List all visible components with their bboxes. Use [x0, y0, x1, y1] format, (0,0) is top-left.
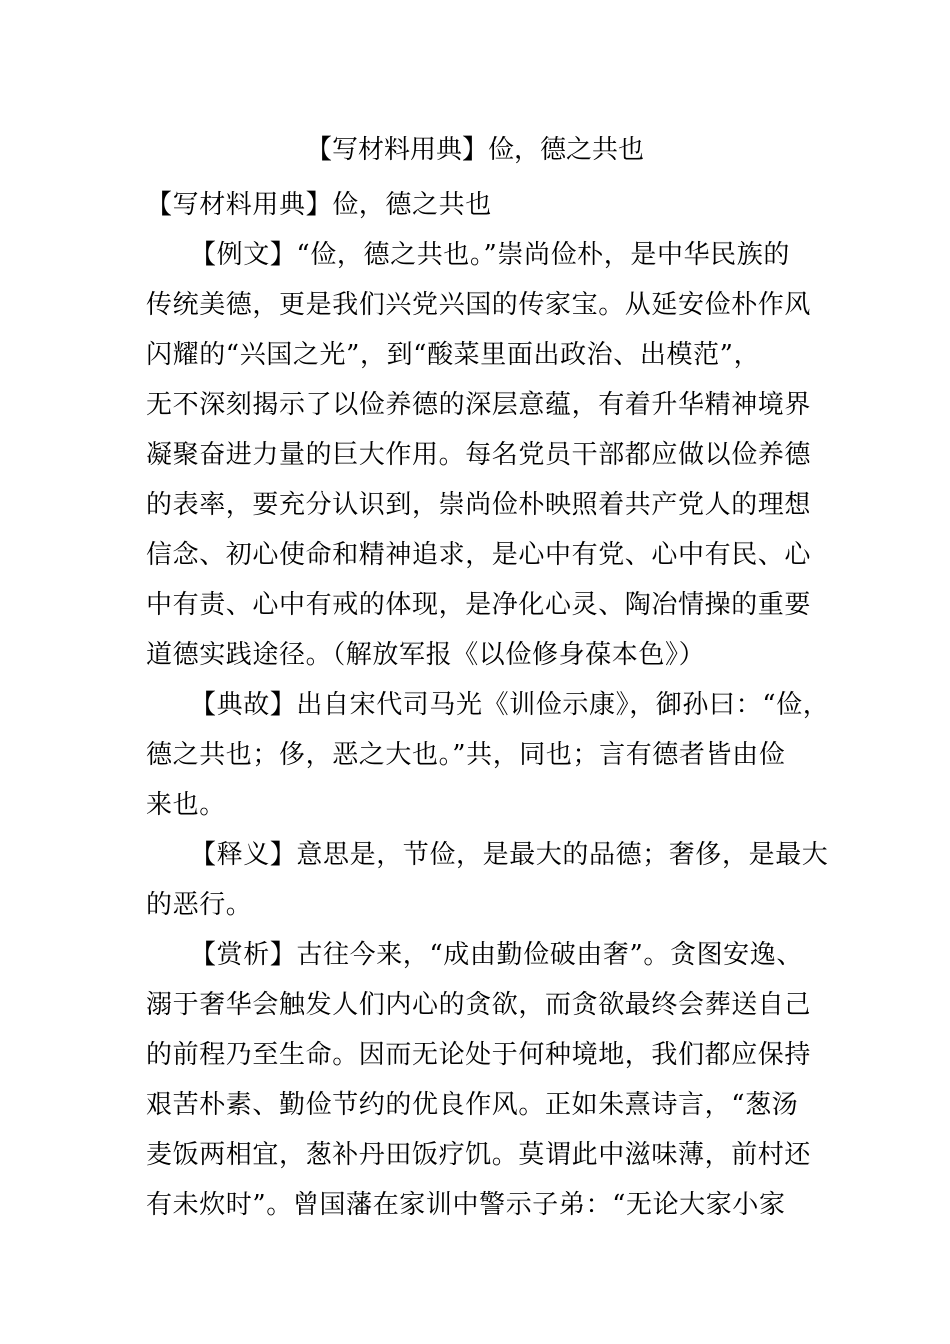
text-line: 的前程乃至生命。因而无论处于何种境地，我们都应保持 — [146, 1040, 812, 1070]
text-line: 道德实践途径。（解放军报《以俭修身葆本色》） — [146, 640, 706, 670]
text-line: 信念、初心使命和精神追求，是心中有党、心中有民、心 — [146, 540, 812, 570]
document-title: 【写材料用典】俭，德之共也 — [305, 135, 644, 165]
text-line: 【赏析】古往今来，“成由勤俭破由奢”。贪图安逸、 — [190, 940, 803, 970]
text-line: 的恶行。 — [146, 890, 253, 920]
text-line: 【写材料用典】俭，德之共也 — [146, 190, 492, 220]
text-line: 【例文】“俭，德之共也。”崇尚俭朴，是中华民族的 — [190, 240, 790, 270]
text-line: 麦饭两相宜，葱补丹田饭疗饥。莫谓此中滋味薄，前村还 — [146, 1140, 812, 1170]
text-line: 【典故】出自宋代司马光《训俭示康》，御孙曰：“俭， — [190, 690, 830, 720]
document-body — [146, 180, 830, 1230]
text-line: 溺于奢华会触发人们内心的贪欲，而贪欲最终会葬送自己 — [146, 990, 812, 1020]
text-line: 【释义】意思是，节俭，是最大的品德；奢侈，是最大 — [190, 840, 829, 870]
text-line: 无不深刻揭示了以俭养德的深层意蕴，有着升华精神境界 — [146, 390, 812, 420]
text-line: 有未炊时”。曾国藩在家训中警示子弟：“无论大家小家 — [146, 1190, 786, 1220]
text-line: 的表率，要充分认识到，崇尚俭朴映照着共产党人的理想 — [146, 490, 812, 520]
text-line: 德之共也；侈，恶之大也。”共，同也；言有德者皆由俭 — [146, 740, 786, 770]
text-line: 来也。 — [146, 790, 226, 820]
text-line: 传统美德，更是我们兴党兴国的传家宝。从延安俭朴作风 — [146, 290, 812, 320]
text-line: 闪耀的“兴国之光”，到“酸菜里面出政治、出模范”， — [146, 340, 761, 370]
text-line: 中有责、心中有戒的体现，是净化心灵、陶冶情操的重要 — [146, 590, 812, 620]
text-line: 凝聚奋进力量的巨大作用。每名党员干部都应做以俭养德 — [146, 440, 812, 470]
text-line: 艰苦朴素、勤俭节约的优良作风。正如朱熹诗言，“葱汤 — [146, 1090, 799, 1120]
